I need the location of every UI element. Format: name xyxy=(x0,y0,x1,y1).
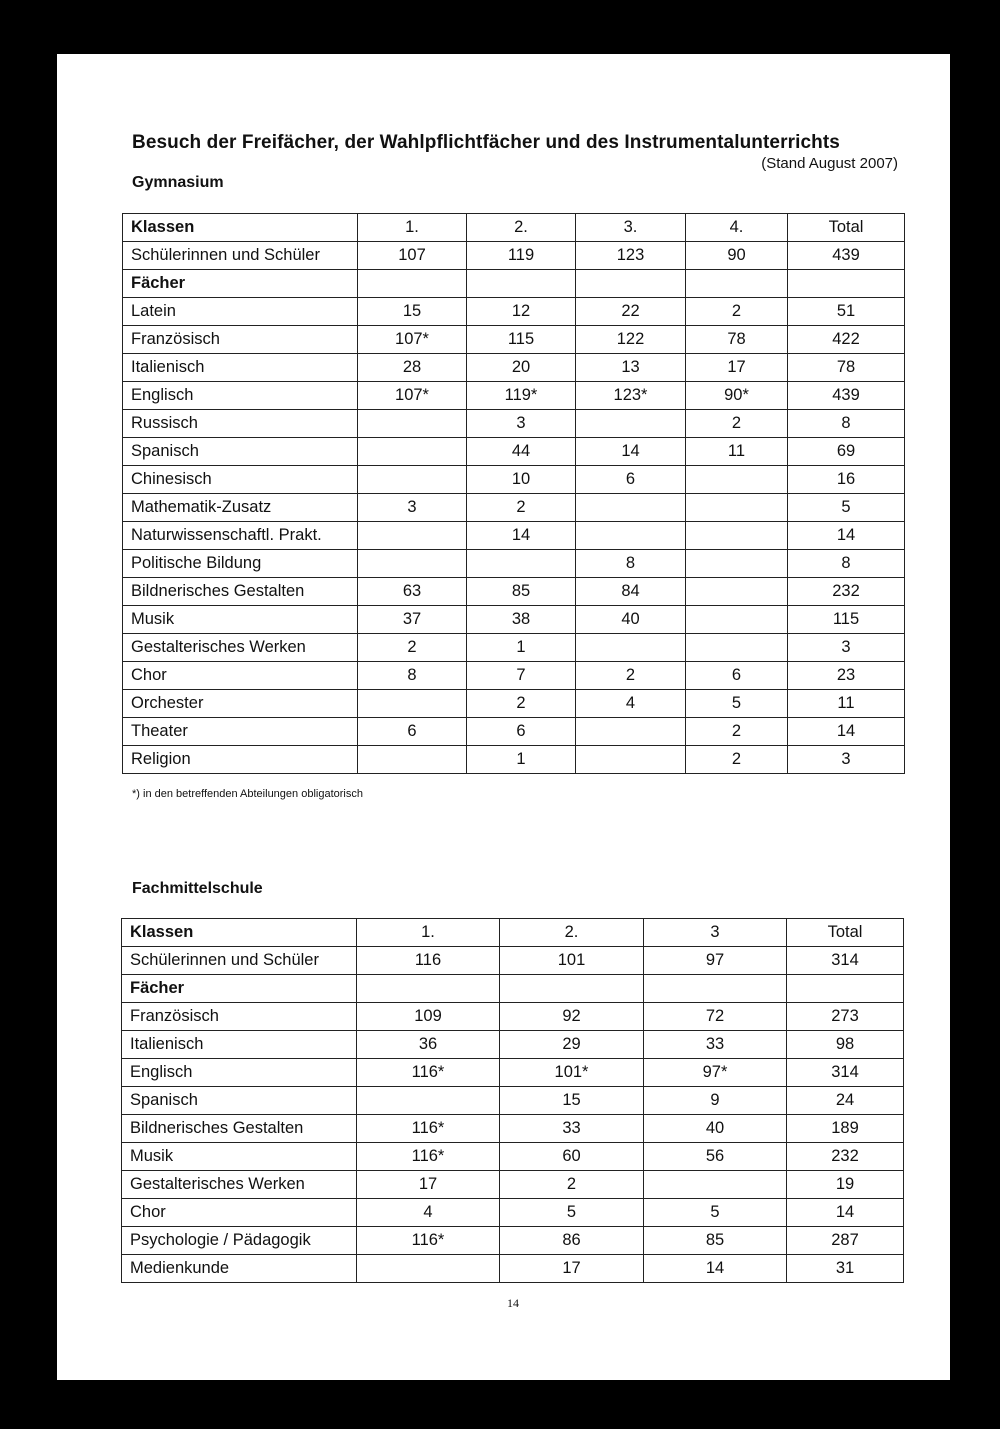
table-header-row xyxy=(122,919,904,947)
value-cell xyxy=(500,975,644,1003)
value-cell: 273 xyxy=(787,1003,904,1031)
value-cell xyxy=(686,494,788,522)
value-cell: 115 xyxy=(788,606,905,634)
value-cell: 8 xyxy=(576,550,686,578)
table-row xyxy=(122,1003,904,1031)
value-cell: 1. xyxy=(357,919,500,947)
table-row xyxy=(122,1059,904,1087)
value-cell: 40 xyxy=(576,606,686,634)
table-row xyxy=(123,438,905,466)
value-cell: 5 xyxy=(644,1199,787,1227)
row-label-cell: Klassen xyxy=(123,214,358,242)
value-cell: 314 xyxy=(787,1059,904,1087)
value-cell: 14 xyxy=(644,1255,787,1283)
value-cell: 101 xyxy=(500,947,644,975)
row-label-cell: Psychologie / Pädagogik xyxy=(122,1227,357,1255)
value-cell: 85 xyxy=(644,1227,787,1255)
value-cell: 11 xyxy=(686,438,788,466)
value-cell: 97 xyxy=(644,947,787,975)
table-row xyxy=(123,354,905,382)
value-cell: 14 xyxy=(788,522,905,550)
table-row xyxy=(123,270,905,298)
value-cell: 5 xyxy=(788,494,905,522)
fms-table xyxy=(121,918,904,1283)
value-cell xyxy=(358,466,467,494)
value-cell: 51 xyxy=(788,298,905,326)
value-cell xyxy=(576,410,686,438)
value-cell: 38 xyxy=(467,606,576,634)
row-label-cell: Bildnerisches Gestalten xyxy=(123,578,358,606)
value-cell: 314 xyxy=(787,947,904,975)
value-cell: 119* xyxy=(467,382,576,410)
table-row xyxy=(122,1227,904,1255)
value-cell xyxy=(357,975,500,1003)
table-row xyxy=(123,522,905,550)
row-label-cell: Italienisch xyxy=(122,1031,357,1059)
table-row xyxy=(123,606,905,634)
value-cell: 8 xyxy=(788,550,905,578)
row-label-cell: Französisch xyxy=(122,1003,357,1031)
row-label-cell: Gestalterisches Werken xyxy=(123,634,358,662)
value-cell xyxy=(467,550,576,578)
table-row xyxy=(123,662,905,690)
value-cell: 8 xyxy=(358,662,467,690)
value-cell: 20 xyxy=(467,354,576,382)
document-page xyxy=(57,54,950,1380)
table-row xyxy=(122,1115,904,1143)
value-cell: 116* xyxy=(357,1115,500,1143)
value-cell: 107* xyxy=(358,382,467,410)
value-cell: 17 xyxy=(686,354,788,382)
row-label-cell: Orchester xyxy=(123,690,358,718)
value-cell: 33 xyxy=(644,1031,787,1059)
page-title: Besuch der Freifächer, der Wahlpflichtfächer und des Instrumentalunterrichts xyxy=(132,132,840,153)
value-cell: 3 xyxy=(644,919,787,947)
value-cell xyxy=(358,550,467,578)
table-row xyxy=(122,1031,904,1059)
value-cell xyxy=(686,634,788,662)
value-cell: 2 xyxy=(467,494,576,522)
row-label-cell: Fächer xyxy=(123,270,358,298)
fms-heading: Fachmittelschule xyxy=(132,880,263,897)
value-cell xyxy=(788,270,905,298)
table-row xyxy=(123,242,905,270)
table-header-row xyxy=(123,214,905,242)
value-cell xyxy=(357,1087,500,1115)
value-cell xyxy=(358,410,467,438)
value-cell xyxy=(358,522,467,550)
value-cell: 6 xyxy=(576,466,686,494)
row-label-cell: Russisch xyxy=(123,410,358,438)
value-cell: 2 xyxy=(467,690,576,718)
value-cell: 78 xyxy=(788,354,905,382)
value-cell: 15 xyxy=(500,1087,644,1115)
value-cell: 9 xyxy=(644,1087,787,1115)
row-label-cell: Französisch xyxy=(123,326,358,354)
table-row xyxy=(123,326,905,354)
row-label-cell: Musik xyxy=(123,606,358,634)
value-cell: 189 xyxy=(787,1115,904,1143)
value-cell xyxy=(576,270,686,298)
row-label-cell: Englisch xyxy=(123,382,358,410)
value-cell xyxy=(686,522,788,550)
value-cell xyxy=(644,975,787,1003)
value-cell: 116* xyxy=(357,1227,500,1255)
value-cell xyxy=(576,746,686,774)
date-note: (Stand August 2007) xyxy=(761,155,898,172)
value-cell: 14 xyxy=(467,522,576,550)
row-label-cell: Naturwissenschaftl. Prakt. xyxy=(123,522,358,550)
value-cell xyxy=(686,270,788,298)
row-label-cell: Latein xyxy=(123,298,358,326)
row-label-cell: Spanisch xyxy=(123,438,358,466)
value-cell: 40 xyxy=(644,1115,787,1143)
table-row xyxy=(123,578,905,606)
value-cell xyxy=(358,690,467,718)
value-cell: 107 xyxy=(358,242,467,270)
table-row xyxy=(123,550,905,578)
value-cell xyxy=(686,578,788,606)
row-label-cell: Chor xyxy=(123,662,358,690)
table-row xyxy=(123,718,905,746)
value-cell xyxy=(576,494,686,522)
value-cell: 86 xyxy=(500,1227,644,1255)
row-label-cell: Fächer xyxy=(122,975,357,1003)
row-label-cell: Chor xyxy=(122,1199,357,1227)
value-cell: 84 xyxy=(576,578,686,606)
row-label-cell: Religion xyxy=(123,746,358,774)
value-cell: 37 xyxy=(358,606,467,634)
value-cell: 15 xyxy=(358,298,467,326)
value-cell xyxy=(576,634,686,662)
value-cell: 14 xyxy=(576,438,686,466)
value-cell: 28 xyxy=(358,354,467,382)
value-cell: 4. xyxy=(686,214,788,242)
table-row xyxy=(123,410,905,438)
row-label-cell: Englisch xyxy=(122,1059,357,1087)
table-row xyxy=(123,466,905,494)
row-label-cell: Spanisch xyxy=(122,1087,357,1115)
value-cell: 90* xyxy=(686,382,788,410)
value-cell: 17 xyxy=(357,1171,500,1199)
value-cell: 24 xyxy=(787,1087,904,1115)
table-row xyxy=(123,634,905,662)
table-row xyxy=(123,382,905,410)
value-cell: 1. xyxy=(358,214,467,242)
value-cell: 31 xyxy=(787,1255,904,1283)
value-cell: 116 xyxy=(357,947,500,975)
table-row xyxy=(122,1171,904,1199)
value-cell xyxy=(787,975,904,1003)
value-cell: 422 xyxy=(788,326,905,354)
value-cell: 287 xyxy=(787,1227,904,1255)
row-label-cell: Klassen xyxy=(122,919,357,947)
value-cell: 122 xyxy=(576,326,686,354)
value-cell: 4 xyxy=(576,690,686,718)
value-cell: 232 xyxy=(787,1143,904,1171)
value-cell: 90 xyxy=(686,242,788,270)
value-cell: 439 xyxy=(788,382,905,410)
row-label-cell: Bildnerisches Gestalten xyxy=(122,1115,357,1143)
value-cell: 4 xyxy=(357,1199,500,1227)
value-cell: 123* xyxy=(576,382,686,410)
row-label-cell: Politische Bildung xyxy=(123,550,358,578)
row-label-cell: Medienkunde xyxy=(122,1255,357,1283)
value-cell: 10 xyxy=(467,466,576,494)
value-cell: 22 xyxy=(576,298,686,326)
footnote: *) in den betreffenden Abteilungen obligatorisch xyxy=(132,788,363,800)
value-cell: 5 xyxy=(500,1199,644,1227)
value-cell: 92 xyxy=(500,1003,644,1031)
value-cell: Total xyxy=(787,919,904,947)
table-row xyxy=(122,1143,904,1171)
value-cell xyxy=(576,522,686,550)
value-cell: 5 xyxy=(686,690,788,718)
value-cell xyxy=(358,438,467,466)
page-number: 14 xyxy=(507,1296,519,1310)
value-cell: 116* xyxy=(357,1143,500,1171)
value-cell: 16 xyxy=(788,466,905,494)
value-cell xyxy=(467,270,576,298)
table-row xyxy=(123,494,905,522)
value-cell: 11 xyxy=(788,690,905,718)
value-cell xyxy=(686,550,788,578)
row-label-cell: Theater xyxy=(123,718,358,746)
row-label-cell: Schülerinnen und Schüler xyxy=(122,947,357,975)
value-cell: 23 xyxy=(788,662,905,690)
value-cell: 56 xyxy=(644,1143,787,1171)
value-cell: 17 xyxy=(500,1255,644,1283)
value-cell: 3 xyxy=(788,746,905,774)
value-cell: 119 xyxy=(467,242,576,270)
value-cell: 14 xyxy=(787,1199,904,1227)
table-row xyxy=(123,746,905,774)
value-cell: 6 xyxy=(467,718,576,746)
row-label-cell: Italienisch xyxy=(123,354,358,382)
table-row xyxy=(122,1255,904,1283)
value-cell: Total xyxy=(788,214,905,242)
value-cell: 78 xyxy=(686,326,788,354)
value-cell: 101* xyxy=(500,1059,644,1087)
value-cell: 8 xyxy=(788,410,905,438)
table-row xyxy=(123,298,905,326)
value-cell: 14 xyxy=(788,718,905,746)
value-cell: 12 xyxy=(467,298,576,326)
value-cell: 2. xyxy=(500,919,644,947)
value-cell: 109 xyxy=(357,1003,500,1031)
value-cell: 232 xyxy=(788,578,905,606)
value-cell: 69 xyxy=(788,438,905,466)
value-cell: 2 xyxy=(358,634,467,662)
value-cell: 107* xyxy=(358,326,467,354)
value-cell: 6 xyxy=(686,662,788,690)
row-label-cell: Mathematik-Zusatz xyxy=(123,494,358,522)
value-cell: 72 xyxy=(644,1003,787,1031)
value-cell xyxy=(358,746,467,774)
value-cell xyxy=(576,718,686,746)
gymnasium-heading: Gymnasium xyxy=(132,174,224,191)
value-cell: 3 xyxy=(467,410,576,438)
value-cell: 123 xyxy=(576,242,686,270)
value-cell: 115 xyxy=(467,326,576,354)
value-cell: 97* xyxy=(644,1059,787,1087)
value-cell: 3 xyxy=(358,494,467,522)
value-cell: 7 xyxy=(467,662,576,690)
table-row xyxy=(122,947,904,975)
value-cell: 3. xyxy=(576,214,686,242)
value-cell: 98 xyxy=(787,1031,904,1059)
value-cell xyxy=(644,1171,787,1199)
value-cell: 6 xyxy=(358,718,467,746)
value-cell: 19 xyxy=(787,1171,904,1199)
value-cell: 13 xyxy=(576,354,686,382)
value-cell: 29 xyxy=(500,1031,644,1059)
row-label-cell: Chinesisch xyxy=(123,466,358,494)
value-cell: 2 xyxy=(576,662,686,690)
value-cell: 2 xyxy=(500,1171,644,1199)
table-row xyxy=(122,1199,904,1227)
value-cell: 63 xyxy=(358,578,467,606)
value-cell: 85 xyxy=(467,578,576,606)
value-cell xyxy=(686,606,788,634)
value-cell: 439 xyxy=(788,242,905,270)
value-cell: 1 xyxy=(467,634,576,662)
value-cell xyxy=(358,270,467,298)
row-label-cell: Musik xyxy=(122,1143,357,1171)
value-cell: 2 xyxy=(686,746,788,774)
value-cell: 33 xyxy=(500,1115,644,1143)
value-cell: 2. xyxy=(467,214,576,242)
table-row xyxy=(122,1087,904,1115)
value-cell: 2 xyxy=(686,718,788,746)
value-cell: 1 xyxy=(467,746,576,774)
value-cell xyxy=(357,1255,500,1283)
value-cell: 60 xyxy=(500,1143,644,1171)
value-cell: 2 xyxy=(686,410,788,438)
value-cell: 3 xyxy=(788,634,905,662)
gymnasium-table xyxy=(122,213,905,774)
table-row xyxy=(122,975,904,1003)
value-cell: 36 xyxy=(357,1031,500,1059)
value-cell xyxy=(686,466,788,494)
value-cell: 2 xyxy=(686,298,788,326)
table-row xyxy=(123,690,905,718)
value-cell: 44 xyxy=(467,438,576,466)
value-cell: 116* xyxy=(357,1059,500,1087)
row-label-cell: Schülerinnen und Schüler xyxy=(123,242,358,270)
row-label-cell: Gestalterisches Werken xyxy=(122,1171,357,1199)
